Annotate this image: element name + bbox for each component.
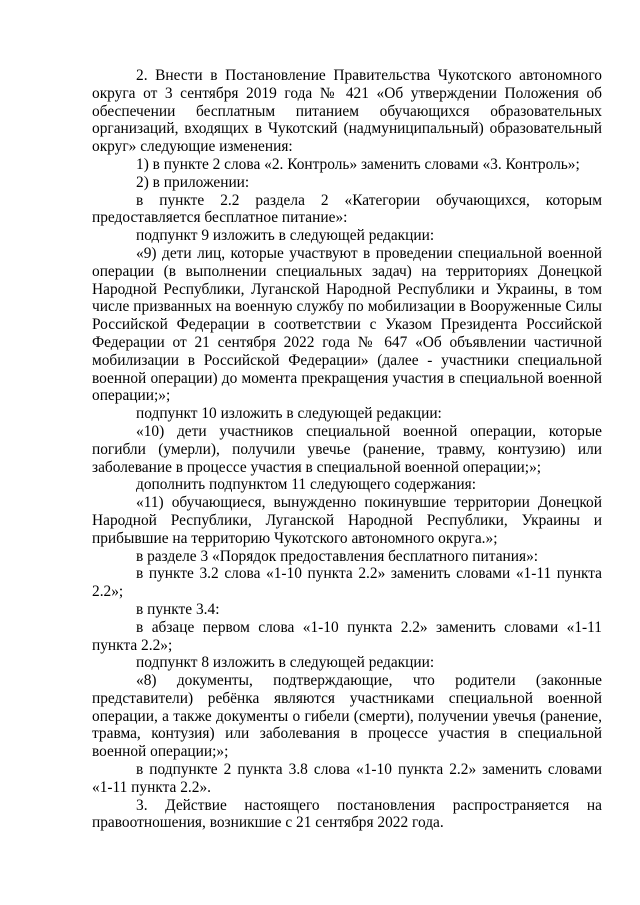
paragraph-subitem-8-intro: подпункт 8 изложить в следующей редакции:: [136, 654, 435, 672]
paragraph-first-abzac: в абзаце первом слова «1-10 пункта 2.2» заменить словами «1-11 пункта 2.2»;: [92, 618, 602, 654]
paragraph-section-3: в разделе 3 «Порядок предоставления бесплатного питания»:: [136, 547, 539, 565]
paragraph-subitem-10-intro: подпункт 10 изложить в следующей редакции:: [136, 405, 442, 423]
paragraph-2-intro: 2. Внести в Постановление Правительства Чукотского автономного округа от 3 сентября 2019 года № 421 «Об утверждении Положения об обеспечении бесплатным питанием обучающихся образовательных организаций, входящих в Чукотский (надмуниципальный) образовательный округ» следующие изменения:: [92, 67, 602, 156]
paragraph-subitem-9-intro: подпункт 9 изложить в следующей редакции:: [136, 227, 435, 245]
document-body: [92, 67, 602, 832]
paragraph-subitem-11-text: «11) обучающиеся, вынужденно покинувшие территории Донецкой Народной Республики, Луганской Народной Республики, Украины и прибывшие на территорию Чукотского автономного округа.»;: [92, 494, 602, 547]
paragraph-subitem-9-text: «9) дети лиц, которые участвуют в проведении специальной военной операции (в выполнении специальных задач) на территориях Донецкой Народной Республики, Луганской Народной Республики и Украины, в том числе призванных на военную службу по мобилизации в Вооруженные Силы Российской Федерации в соответствии с Указом Президента Российской Федерации от 21 сентября 2022 года № 647 «Об объявлении частичной мобилизации в Российской Федерации» (далее - участники специальной военной операции) до момента прекращения участия в специальной военной операции;»;: [92, 244, 602, 405]
paragraph-item-2: 2) в приложении:: [136, 173, 250, 191]
paragraph-point-3-8: в подпункте 2 пункта 3.8 слова «1-10 пункта 2.2» заменить словами «1-11 пункта 2.2».: [92, 761, 602, 796]
paragraph-point-3-4: в пункте 3.4:: [136, 600, 220, 618]
paragraph-subitem-10-text: «10) дети участников специальной военной операции, которые погибли (умерли), получили увечье (ранение, травму, контузию) или заболевание в процессе участия в специальной военной операции;»;: [92, 422, 602, 476]
paragraph-subitem-11-intro: дополнить подпунктом 11 следующего содержания:: [136, 476, 476, 494]
paragraph-section-2-2: в пункте 2.2 раздела 2 «Категории обучающихся, которым предоставляется бесплатное питание»:: [92, 191, 602, 227]
paragraph-item-1: 1) в пункте 2 слова «2. Контроль» заменить словами «3. Контроль»;: [136, 155, 580, 173]
paragraph-3-effective: 3. Действие настоящего постановления распространяется на правоотношения, возникшие с 21 сентября 2022 года.: [92, 796, 602, 832]
paragraph-subitem-8-text: «8) документы, подтверждающие, что родители (законные представители) ребёнка являются участниками специальной военной операции, а также документы о гибели (смерти), получении увечья (ранение, травма, контузия) или заболевания в процессе участия в специальной военной операции;»;: [92, 672, 602, 761]
paragraph-point-3-2: в пункте 3.2 слова «1-10 пункта 2.2» заменить словами «1-11 пункта 2.2»;: [92, 565, 602, 601]
